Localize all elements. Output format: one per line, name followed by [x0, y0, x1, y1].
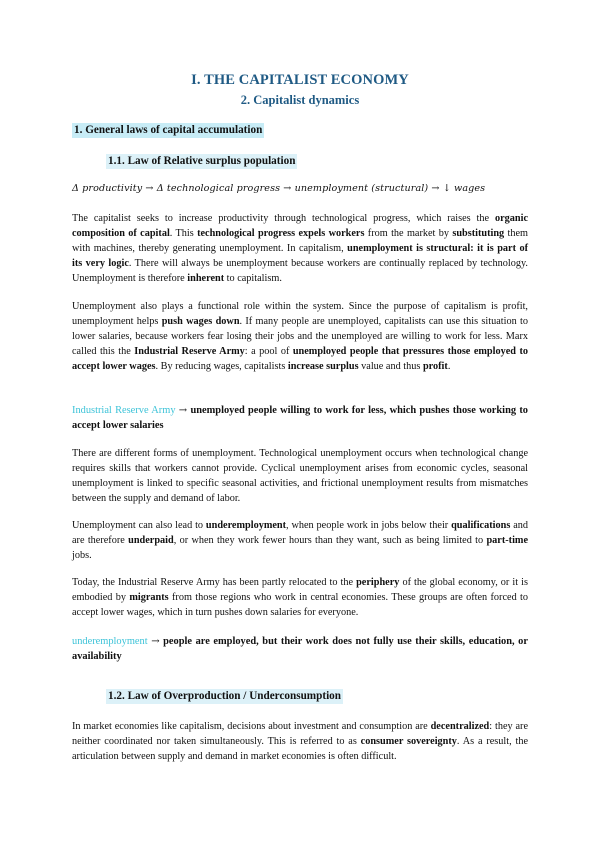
section-heading: 1. General laws of capital accumulation [74, 124, 263, 136]
paragraph-2: Unemployment also plays a functional role within the system. Since the purpose of capitalism is profit, unemployment helps push wages down. If many people are unemployed, capitalists can use this situation to lower salaries, because workers fear losing their jobs and the unemployed are willing to work for less. Marx called this the Industrial Reserve Army: a pool of unemployed people that pressures those employed to accept lower wages. By reducing wages, capitalists increase surplus value and thus profit. [72, 301, 528, 372]
subsection-heading-1-2: 1.2. Law of Overproduction / Underconsumption [108, 690, 341, 702]
definition-term: Industrial Reserve Army [72, 405, 176, 416]
paragraph-3: There are different forms of unemployment. Technological unemployment occurs when technological change requires skills that workers cannot provide. Cyclical unemployment arises from economic cycles, seasonal unemployment is linked to specific seasonal activities, and frictional unemployment results from mismatches between the supply and demand of labor. [72, 448, 528, 504]
definition-term: underemployment [72, 636, 148, 647]
paragraph-1: The capitalist seeks to increase productivity through technological progress, which raises the organic composition of capital. This technological progress expels workers from the market by substituting them with machines, thereby generating unemployment. In capitalism, unemployment is structural: it is part of its very logic. There will always be unemployment because workers are continually replaced by technology. Unemployment is therefore inherent to capitalism. [72, 213, 529, 284]
formula: Δ productivity → Δ technological progress → unemployment (structural) → ↓ wages [72, 183, 486, 194]
subsection-heading-1-1: 1.1. Law of Relative surplus population [108, 155, 296, 167]
right-arrow-icon: → [178, 405, 188, 416]
definition-underemployment: underemployment → people are employed, but their work does not fully use their skills, education, or availability [72, 636, 528, 662]
paragraph-6: In market economies like capitalism, decisions about investment and consumption are decentralized: they are neither coordinated nor taken simultaneously. This is referred to as consumer sovereignty. As a result, the articulation between supply and demand in market economies is often difficult. [72, 721, 528, 762]
definition-industrial-reserve-army: Industrial Reserve Army → unemployed people willing to work for less, which pushes those working to accept lower salaries [72, 405, 528, 431]
paragraph-4: Unemployment can also lead to underemployment, when people work in jobs below their qualifications and are therefore underpaid, or when they work fewer hours than they want, such as being limited to part-time jobs. [72, 520, 529, 561]
paragraph-5: Today, the Industrial Reserve Army has been partly relocated to the periphery of the global economy, or it is embodied by migrants from those regions who work in central economies. These groups are often forced to accept lower wages, which in turn pushes down salaries for everyone. [72, 577, 529, 618]
right-arrow-icon: → [151, 636, 160, 647]
document-subtitle: 2. Capitalist dynamics [240, 93, 360, 107]
document-title: I. THE CAPITALIST ECONOMY [191, 72, 409, 88]
